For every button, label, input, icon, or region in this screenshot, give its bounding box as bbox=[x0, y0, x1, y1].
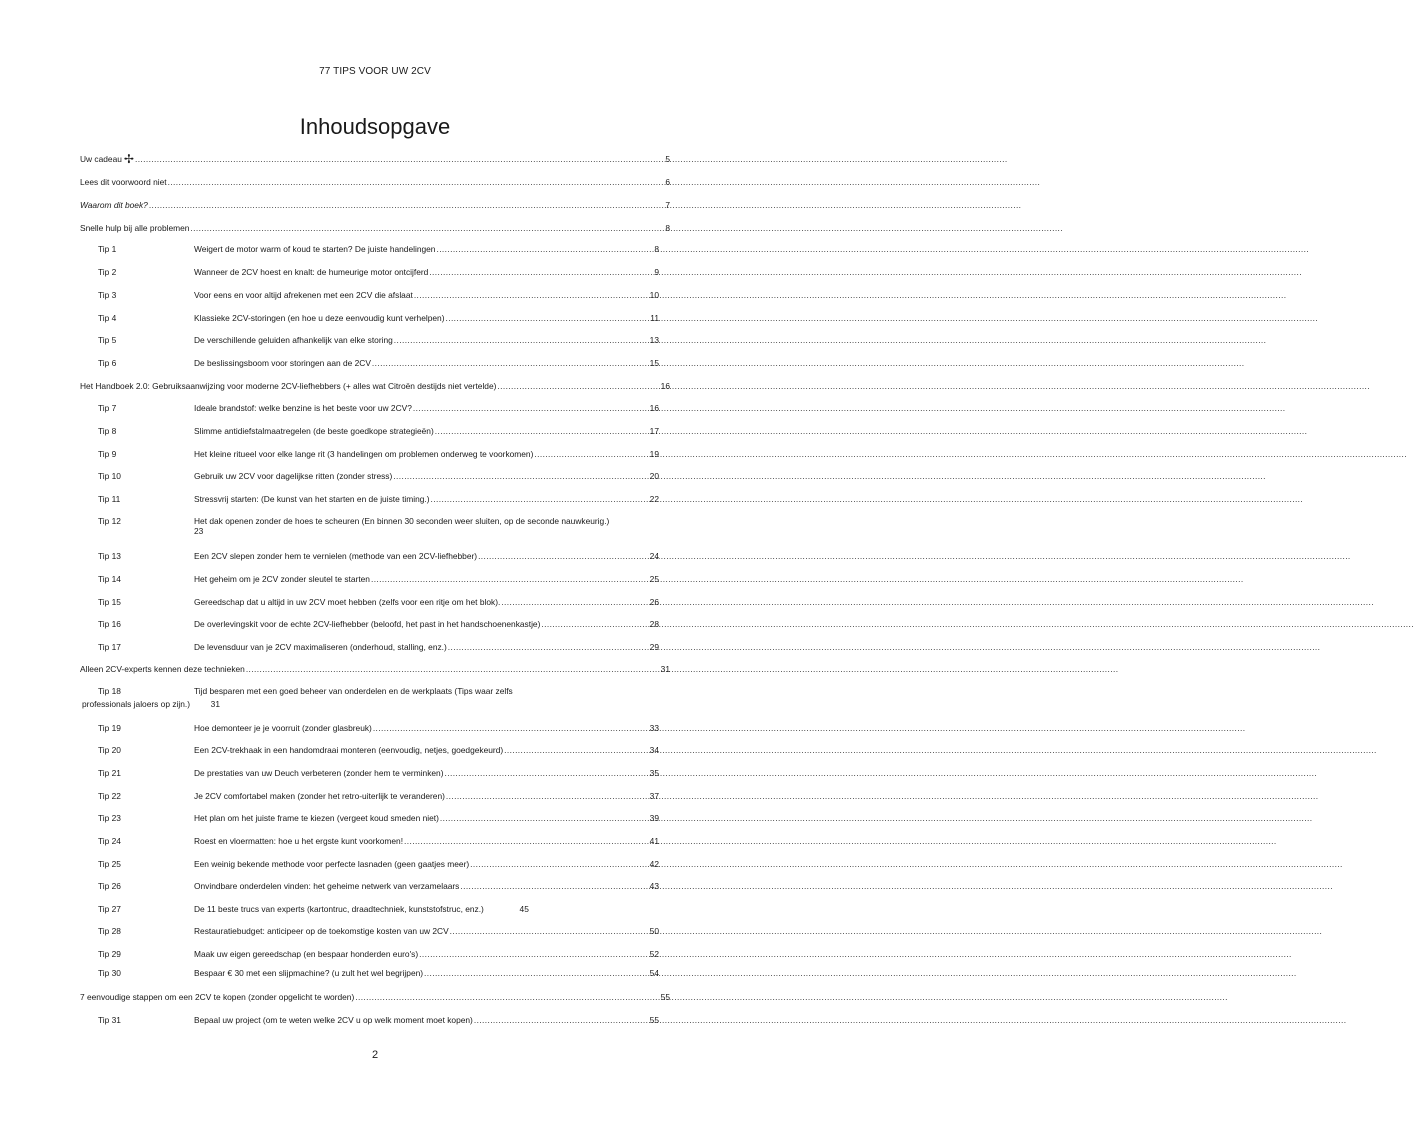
toc-label: Klassieke 2CV-storingen (en hoe u deze eenvoudig kunt verhelpen) bbox=[194, 313, 445, 323]
toc-page-number: 41 bbox=[649, 836, 659, 846]
toc-page-number: 15 bbox=[649, 358, 659, 368]
tip-number: Tip 25 bbox=[98, 859, 121, 869]
tip-number: Tip 3 bbox=[98, 290, 117, 300]
toc-label: Het plan om het juiste frame te kiezen (vergeet koud smeden niet) bbox=[194, 813, 439, 823]
toc-page-number: 19 bbox=[649, 449, 659, 459]
dot-leader bbox=[135, 154, 664, 164]
toc-page-number: 54 bbox=[649, 968, 659, 978]
tip-number: Tip 1 bbox=[98, 244, 117, 254]
tip-number: Tip 7 bbox=[98, 403, 117, 413]
dot-leader bbox=[424, 968, 649, 978]
toc-tip-21[interactable] bbox=[98, 768, 659, 778]
toc-page-number: 31 bbox=[660, 664, 670, 674]
toc-entry-experts[interactable] bbox=[80, 664, 670, 674]
page-number: 2 bbox=[371, 1049, 379, 1061]
toc-page-number: 22 bbox=[649, 494, 659, 504]
toc-tip-12[interactable] bbox=[98, 516, 668, 540]
dot-leader bbox=[190, 223, 664, 233]
dot-leader bbox=[435, 426, 649, 436]
dot-leader bbox=[445, 768, 649, 778]
toc-label: Restauratiebudget: anticipeer op de toekomstige kosten van uw 2CV bbox=[194, 926, 449, 936]
dot-leader bbox=[446, 791, 649, 801]
dot-leader bbox=[394, 335, 649, 345]
toc-label: Een 2CV slepen zonder hem te vernielen (methode van een 2CV-liefhebber) bbox=[194, 551, 478, 561]
dot-leader bbox=[429, 267, 653, 277]
toc-tip-1[interactable] bbox=[98, 244, 659, 254]
toc-tip-13[interactable] bbox=[98, 551, 659, 561]
toc-page-number: 25 bbox=[649, 574, 659, 584]
dot-leader bbox=[414, 290, 649, 300]
toc-page-number: 26 bbox=[649, 597, 659, 607]
toc-page-number: 52 bbox=[649, 949, 659, 959]
toc-page-number: 24 bbox=[649, 551, 659, 561]
dot-leader bbox=[371, 574, 649, 584]
toc-entry-waarom[interactable] bbox=[80, 200, 670, 210]
toc-label: Voor eens en voor altijd afrekenen met een 2CV die afslaat bbox=[194, 290, 413, 300]
toc-label: Het Handboek 2.0: Gebruiksaanwijzing voor moderne 2CV-liefhebbers (+ alles wat Citroën destijds niet vertelde) bbox=[80, 381, 497, 391]
tip-number: Tip 11 bbox=[98, 494, 121, 504]
tip-number: Tip 8 bbox=[98, 426, 117, 436]
toc-tip-7[interactable] bbox=[98, 403, 659, 413]
dot-leader bbox=[413, 403, 649, 413]
dot-leader bbox=[431, 494, 649, 504]
toc-tip-16[interactable] bbox=[98, 619, 659, 629]
toc-label: Een 2CV-trekhaak in een handomdraai monteren (eenvoudig, netjes, goedgekeurd) bbox=[194, 745, 504, 755]
toc-label: Bepaal uw project (om te weten welke 2CV u op welk moment moet kopen) bbox=[194, 1015, 473, 1025]
toc-page-number: 28 bbox=[649, 619, 659, 629]
toc-label: Slimme antidiefstalmaatregelen (de beste goedkope strategieën) bbox=[194, 426, 434, 436]
toc-page-number: 6 bbox=[665, 177, 670, 187]
dot-leader bbox=[404, 836, 649, 846]
dot-leader bbox=[246, 664, 660, 674]
dot-leader bbox=[534, 449, 648, 459]
toc-label: Weigert de motor warm of koud te starten? De juiste handelingen bbox=[194, 244, 436, 254]
toc-label: Maak uw eigen gereedschap (en bespaar honderden euro's) bbox=[194, 949, 419, 959]
toc-tip-31[interactable] bbox=[98, 1015, 659, 1025]
toc-label: Gebruik uw 2CV voor dagelijkse ritten (zonder stress) bbox=[194, 471, 393, 481]
toc-page-number: 29 bbox=[649, 642, 659, 652]
dot-leader bbox=[474, 1015, 649, 1025]
tip-number: Tip 5 bbox=[98, 335, 117, 345]
tip-number: Tip 31 bbox=[98, 1015, 121, 1025]
tip-number: Tip 14 bbox=[98, 574, 121, 584]
toc-label: De prestaties van uw Deuch verbeteren (zonder hem te verminken) bbox=[194, 768, 444, 778]
toc-tip-27[interactable] bbox=[98, 904, 529, 914]
toc-entry-voorwoord[interactable] bbox=[80, 177, 670, 187]
dot-leader bbox=[436, 244, 653, 254]
toc-label: Lees dit voorwoord niet bbox=[80, 177, 167, 187]
toc-tip-22[interactable] bbox=[98, 791, 659, 801]
tip-number: Tip 18 bbox=[98, 686, 121, 696]
toc-page-number: 8 bbox=[654, 244, 659, 254]
page-title: Inhoudsopgave bbox=[299, 113, 451, 139]
toc-label: De overlevingskit voor de echte 2CV-liefhebber (beloofd, het past in het handschoenenkastje) bbox=[194, 619, 541, 629]
toc-page-number: 33 bbox=[649, 723, 659, 733]
dot-leader bbox=[448, 642, 649, 652]
toc-tip-19[interactable] bbox=[98, 723, 659, 733]
tip-number: Tip 29 bbox=[98, 949, 121, 959]
dot-leader bbox=[460, 881, 648, 891]
toc-label: Het kleine ritueel voor elke lange rit (3 handelingen om problemen onderweg te voorkomen) bbox=[194, 449, 534, 459]
toc-page-number: 45 bbox=[519, 904, 529, 914]
toc-label: Snelle hulp bij alle problemen bbox=[80, 223, 190, 233]
tip-number: Tip 26 bbox=[98, 881, 121, 891]
toc-tip-26[interactable] bbox=[98, 881, 659, 891]
toc-label: Een weinig bekende methode voor perfecte lasnaden (geen gaatjes meer) bbox=[194, 859, 470, 869]
toc-tip-2[interactable] bbox=[98, 267, 659, 277]
toc-page-number: 43 bbox=[649, 881, 659, 891]
toc-page-number: 42 bbox=[649, 859, 659, 869]
dot-leader bbox=[393, 471, 648, 481]
toc-label: De 11 beste trucs van experts (kartontruc, draadtechniek, kunststofstruc, enz.) bbox=[194, 904, 484, 914]
toc-tip-17[interactable] bbox=[98, 642, 659, 652]
toc-page-number: 11 bbox=[650, 313, 659, 323]
toc-tip-5[interactable] bbox=[98, 335, 659, 345]
tip-number: Tip 16 bbox=[98, 619, 121, 629]
toc-page-number: 16 bbox=[660, 381, 670, 391]
toc-label: Stressvrij starten: (De kunst van het starten en de juiste timing.) bbox=[194, 494, 430, 504]
tip-number: Tip 4 bbox=[98, 313, 117, 323]
toc-tip-9[interactable] bbox=[98, 449, 659, 459]
toc-page-number: 55 bbox=[649, 1015, 659, 1025]
toc-page-number: 10 bbox=[649, 290, 659, 300]
toc-label: Alleen 2CV-experts kennen deze technieken bbox=[80, 664, 245, 674]
dot-leader bbox=[419, 949, 649, 959]
toc-page-number: 8 bbox=[665, 223, 670, 233]
tip-number: Tip 27 bbox=[98, 904, 121, 914]
tip-number: Tip 12 bbox=[98, 516, 121, 526]
dot-leader bbox=[149, 200, 665, 210]
running-header: 77 TIPS VOOR UW 2CV bbox=[319, 66, 431, 77]
toc-page-number: 20 bbox=[649, 471, 659, 481]
toc-label: Uw cadeau bbox=[80, 154, 122, 164]
tip-number: Tip 21 bbox=[98, 768, 121, 778]
toc-entry-kopen[interactable] bbox=[80, 992, 670, 1002]
tip-number: Tip 15 bbox=[98, 597, 121, 607]
toc-label: 7 eenvoudige stappen om een 2CV te kopen (zonder opgelicht te worden) bbox=[80, 992, 355, 1002]
toc-page-number: 35 bbox=[649, 768, 659, 778]
toc-tip-24[interactable] bbox=[98, 836, 659, 846]
toc-page-number: 37 bbox=[649, 791, 659, 801]
tip-number: Tip 23 bbox=[98, 813, 121, 823]
toc-label: De verschillende geluiden afhankelijk van elke storing bbox=[194, 335, 393, 345]
toc-page-number: 39 bbox=[649, 813, 659, 823]
toc-label: De beslissingsboom voor storingen aan de 2CV bbox=[194, 358, 371, 368]
toc-entry-handboek[interactable] bbox=[80, 381, 670, 391]
toc-page-number: 50 bbox=[649, 926, 659, 936]
toc-page-number: 23 bbox=[194, 526, 204, 536]
dot-leader bbox=[501, 597, 648, 607]
dot-leader bbox=[440, 813, 649, 823]
tip-number: Tip 2 bbox=[98, 267, 117, 277]
tip-number: Tip 9 bbox=[98, 449, 117, 459]
dot-leader bbox=[504, 745, 649, 755]
dot-leader bbox=[372, 358, 649, 368]
toc-tip-18-continued bbox=[82, 699, 220, 709]
dot-leader bbox=[355, 992, 659, 1002]
toc-tip-25[interactable] bbox=[98, 859, 659, 869]
tip-number: Tip 22 bbox=[98, 791, 121, 801]
toc-label: Bespaar € 30 met een slijpmachine? (u zult het wel begrijpen) bbox=[194, 968, 424, 978]
toc-page-number: 17 bbox=[649, 426, 659, 436]
toc-tip-11[interactable] bbox=[98, 494, 659, 504]
dot-leader bbox=[373, 723, 649, 733]
toc-label: Waarom dit boek? bbox=[80, 200, 148, 210]
toc-label: De levensduur van je 2CV maximaliseren (onderhoud, stalling, enz.) bbox=[194, 642, 447, 652]
toc-tip-29[interactable] bbox=[98, 949, 659, 959]
toc-label: Gereedschap dat u altijd in uw 2CV moet hebben (zelfs voor een ritje om het blok). bbox=[194, 597, 501, 607]
toc-label: Hoe demonteer je je voorruit (zonder glasbreuk) bbox=[194, 723, 372, 733]
toc-tip-10[interactable] bbox=[98, 471, 659, 481]
toc-tip-14[interactable] bbox=[98, 574, 659, 584]
dot-leader bbox=[445, 313, 649, 323]
toc-tip-15[interactable] bbox=[98, 597, 659, 607]
tip-number: Tip 19 bbox=[98, 723, 121, 733]
toc-page-number: 9 bbox=[654, 267, 659, 277]
toc-page-number: 31 bbox=[210, 699, 220, 709]
tip-number: Tip 24 bbox=[98, 836, 121, 846]
tip-number: Tip 20 bbox=[98, 745, 121, 755]
toc-tip-6[interactable] bbox=[98, 358, 659, 368]
tip-number: Tip 10 bbox=[98, 471, 121, 481]
tip-number: Tip 13 bbox=[98, 551, 121, 561]
dot-leader bbox=[541, 619, 648, 629]
toc-tip-23[interactable] bbox=[98, 813, 659, 823]
tip-number: Tip 28 bbox=[98, 926, 121, 936]
toc-page-number: 13 bbox=[649, 335, 659, 345]
dot-leader bbox=[497, 381, 659, 391]
toc-label: Het dak openen zonder de hoes te scheuren (En binnen 30 seconden weer sluiten, op de seconde nauwkeurig.) bbox=[194, 516, 610, 526]
toc-tip-8[interactable] bbox=[98, 426, 659, 436]
dot-leader bbox=[450, 926, 649, 936]
toc-label: Ideale brandstof: welke benzine is het beste voor uw 2CV? bbox=[194, 403, 412, 413]
toc-entry-snelle-hulp[interactable] bbox=[80, 223, 670, 233]
toc-label: Roest en vloermatten: hoe u het ergste kunt voorkomen! bbox=[194, 836, 404, 846]
tip-number: Tip 17 bbox=[98, 642, 121, 652]
tip-number: Tip 30 bbox=[98, 968, 121, 978]
dot-leader bbox=[478, 551, 649, 561]
toc-label: Het geheim om je 2CV zonder sleutel te starten bbox=[194, 574, 370, 584]
toc-tip-30[interactable] bbox=[98, 968, 659, 978]
dot-leader bbox=[168, 177, 665, 187]
dot-leader bbox=[470, 859, 649, 869]
toc-label: Tijd besparen met een goed beheer van onderdelen en de werkplaats (Tips waar zelfs bbox=[194, 686, 513, 696]
toc-tip-4[interactable] bbox=[98, 313, 659, 323]
gift-cross-icon: ✢ bbox=[123, 152, 134, 166]
toc-page-number: 34 bbox=[649, 745, 659, 755]
toc-page-number: 55 bbox=[660, 992, 670, 1002]
toc-tip-28[interactable] bbox=[98, 926, 659, 936]
toc-tip-3[interactable] bbox=[98, 290, 659, 300]
toc-page-number: 7 bbox=[665, 200, 670, 210]
toc-tip-20[interactable] bbox=[98, 745, 659, 755]
toc-label: Wanneer de 2CV hoest en knalt: de humeurige motor ontcijferd bbox=[194, 267, 429, 277]
toc-entry-uw-cadeau[interactable] bbox=[80, 154, 670, 164]
toc-page-number: 5 bbox=[665, 154, 670, 164]
toc-page-number: 16 bbox=[649, 403, 659, 413]
toc-tip-18[interactable] bbox=[98, 686, 513, 696]
tip-number: Tip 6 bbox=[98, 358, 117, 368]
toc-label: Onvindbare onderdelen vinden: het geheime netwerk van verzamelaars bbox=[194, 881, 460, 891]
toc-label: Je 2CV comfortabel maken (zonder het retro-uiterlijk te veranderen) bbox=[194, 791, 445, 801]
toc-label: professionals jaloers op zijn.) bbox=[82, 699, 190, 709]
